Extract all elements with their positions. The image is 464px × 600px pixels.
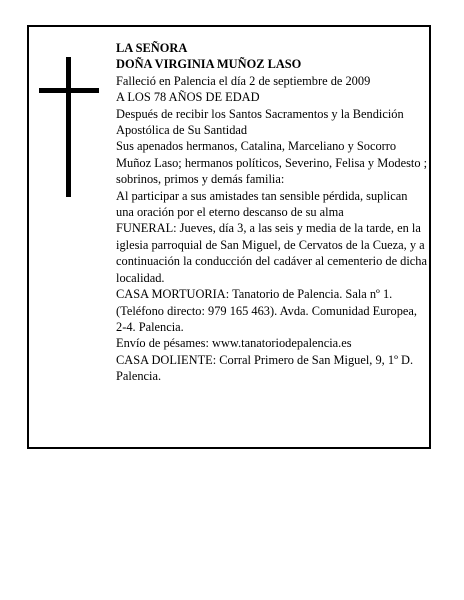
notice-heading: LA SEÑORA bbox=[116, 41, 188, 55]
deceased-name: DOÑA VIRGINIA MUÑOZ LASO bbox=[116, 57, 302, 72]
mortuary-paragraph: CASA MORTUORIA: Tanatorio de Palencia. Sala nº 1. (Teléfono directo: 979 165 463). Avda. Comunidad Europea, 2-4. Palencia. bbox=[116, 287, 418, 334]
sacraments-paragraph: Después de recibir los Santos Sacramentos y la Bendición Apostólica de Su Santidad bbox=[116, 106, 404, 138]
death-line: Falleció en Palencia el día 2 de septiembre de 2009 bbox=[116, 73, 371, 88]
cross-horizontal-bar bbox=[39, 88, 99, 93]
mourning-house-paragraph: CASA DOLIENTE: Corral Primero de San Miguel, 9, 1º D. Palencia. bbox=[116, 352, 414, 384]
family-paragraph: Sus apenados hermanos, Catalina, Marceliano y Socorro Muñoz Laso; hermanos políticos, Severino, Felisa y Modesto ; sobrinos, primos y demás familia: bbox=[116, 139, 428, 187]
obituary-notice bbox=[27, 25, 431, 449]
cross-vertical-bar bbox=[66, 57, 71, 197]
funeral-paragraph: FUNERAL: Jueves, día 3, a las seis y media de la tarde, en la iglesia parroquial de San Miguel, de Cervatos de la Cueza, y a continuación la conducción del cadáver al cementerio de dicha localidad. bbox=[116, 221, 427, 285]
latin-cross-icon bbox=[39, 57, 99, 197]
request-paragraph: Al participar a sus amistades tan sensible pérdida, suplican una oración por el eterno descanso de su alma bbox=[116, 188, 408, 220]
notice-text bbox=[116, 40, 428, 385]
condolences-line: Envío de pésames: www.tanatoriodepalencia.es bbox=[116, 336, 352, 351]
age-line: A LOS 78 AÑOS DE EDAD bbox=[116, 90, 260, 105]
